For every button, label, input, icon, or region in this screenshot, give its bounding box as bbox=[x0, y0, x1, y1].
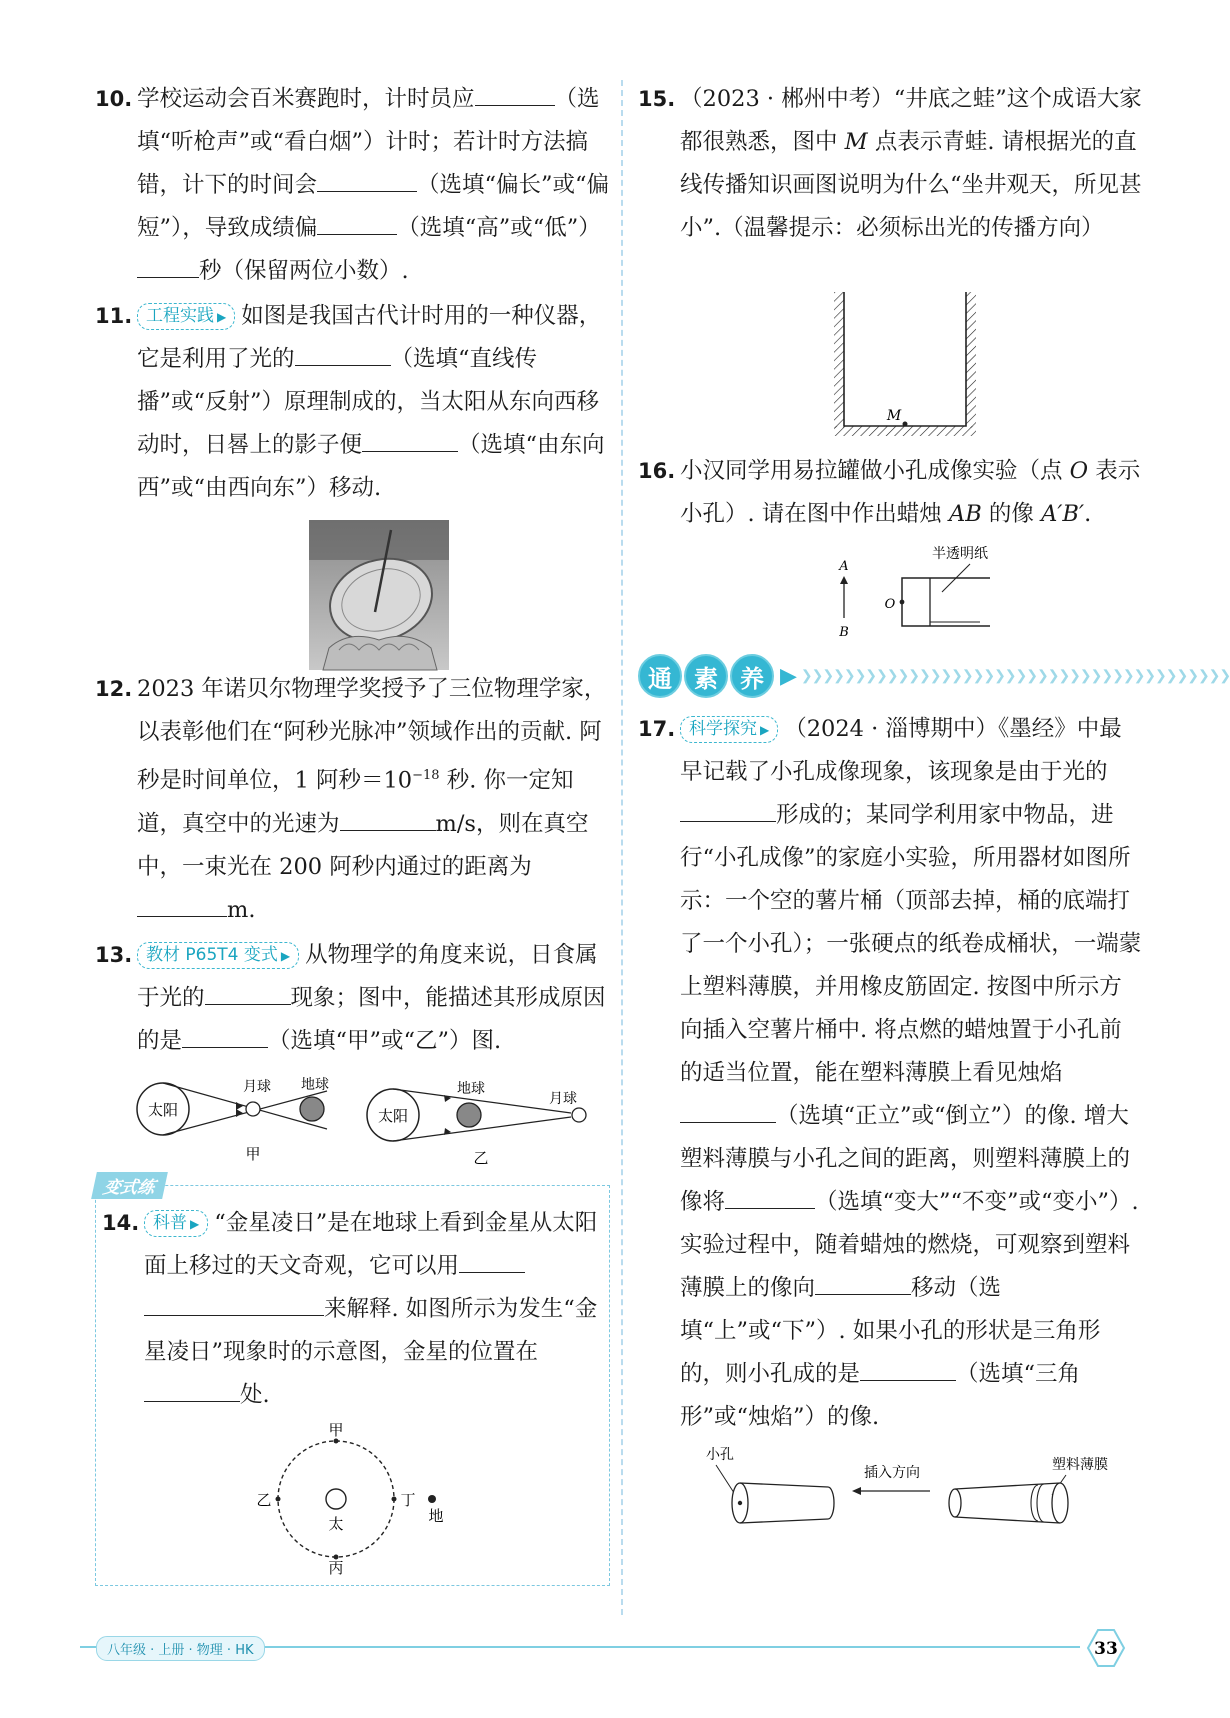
question-text: 处. bbox=[240, 1381, 270, 1408]
well-diagram bbox=[680, 258, 1143, 448]
question-text: “金星凌日”是在地球上看到金星从太阳面上移过的天文奇观，它可以用 bbox=[144, 1209, 598, 1279]
question-text: （选填“甲”或“乙”）图. bbox=[268, 1027, 502, 1054]
diagram-yi bbox=[367, 1080, 586, 1167]
point-o: O bbox=[1069, 458, 1089, 484]
insert-direction-label: 插入方向 bbox=[864, 1465, 920, 1481]
question-number: 14. bbox=[102, 1210, 140, 1235]
category-tag: 科普 ▶ bbox=[144, 1210, 208, 1237]
earth-label: 地球 bbox=[457, 1080, 485, 1097]
answer-blank[interactable] bbox=[475, 83, 555, 106]
answer-blank[interactable] bbox=[317, 212, 397, 235]
question-number: 12. bbox=[95, 677, 133, 701]
question-text: （选填“高”或“低”） bbox=[397, 215, 601, 241]
question-text: （2024 · 淄博期中）《墨经》中最早记载了小孔成像现象，该现象是由于光的 bbox=[680, 716, 1122, 785]
answer-blank[interactable] bbox=[295, 343, 391, 366]
question-text: 点表示青蛙. 请根据光的直线传播知识画图说明为什么“坐井观天，所见甚小”.（温馨提示：必须标出光的传播方向） bbox=[680, 129, 1142, 241]
pinhole bbox=[900, 600, 905, 605]
question-text: （选填“变大”“不变”或“变小”）. 实验过程中，随着蜡烛的燃烧，可观察到塑料薄膜上的像向 bbox=[680, 1189, 1139, 1301]
can-outline bbox=[902, 578, 990, 626]
question-text: . bbox=[1084, 501, 1092, 527]
answer-blank[interactable] bbox=[680, 1100, 776, 1123]
paper-label: 半透明纸 bbox=[932, 546, 988, 562]
position-bing: 丙 bbox=[328, 1558, 344, 1577]
question-number: 11. bbox=[95, 304, 133, 328]
question-number: 13. bbox=[95, 942, 133, 967]
position-jia: 甲 bbox=[328, 1420, 344, 1439]
moon-label: 月球 bbox=[549, 1090, 577, 1107]
caption-yi: 乙 bbox=[473, 1148, 489, 1167]
point-m-label: M bbox=[886, 408, 902, 424]
sundial-photo bbox=[137, 516, 610, 666]
image-ab: A′B′ bbox=[1041, 501, 1085, 527]
eclipse-diagram bbox=[137, 1071, 610, 1171]
question-text: （2023 · 郴州中考）“井底之蛙”这个成语大家都很熟悉，图中 bbox=[680, 86, 1142, 155]
question-12 bbox=[95, 668, 610, 932]
section-char: 养 bbox=[730, 654, 774, 698]
point-m: M bbox=[844, 129, 868, 155]
question-text: 2023 年诺贝尔物理学奖授予了三位物理学家，以表彰他们在“阿秒光脉冲”领域作出的贡献. 阿秒是时间单位，1 阿秒＝10 bbox=[137, 676, 607, 794]
question-text: 从物理学的角度来说，日食属于光的 bbox=[137, 941, 598, 1011]
sun-label: 太阳 bbox=[147, 1100, 179, 1119]
answer-blank[interactable] bbox=[680, 799, 776, 822]
answer-blank[interactable] bbox=[182, 1025, 268, 1048]
answer-blank[interactable] bbox=[317, 169, 417, 192]
question-16 bbox=[638, 450, 1143, 642]
question-text: 表示小孔）. 请在图中作出蜡烛 bbox=[680, 458, 1141, 527]
left-column bbox=[95, 78, 610, 1586]
sun-circle bbox=[326, 1489, 346, 1509]
section-char: 通 bbox=[638, 654, 682, 698]
page-number-badge bbox=[1086, 1628, 1126, 1668]
answer-blank[interactable] bbox=[459, 1250, 525, 1273]
film-label: 塑料薄膜 bbox=[1052, 1457, 1108, 1473]
column-divider bbox=[621, 80, 623, 1615]
question-text: （选填“三角形”或“烛焰”）的像. bbox=[680, 1361, 1081, 1430]
caption-jia: 甲 bbox=[245, 1144, 261, 1163]
category-tag: 教材 P65T4 变式 ▶ bbox=[137, 942, 299, 969]
section-char: 素 bbox=[684, 654, 728, 698]
question-text: 秒（保留两位小数）. bbox=[199, 258, 409, 284]
answer-blank[interactable] bbox=[725, 1186, 815, 1209]
moon-circle bbox=[246, 1102, 260, 1116]
moon-label: 月球 bbox=[243, 1078, 271, 1095]
question-13 bbox=[95, 934, 610, 1171]
question-number: 10. bbox=[95, 87, 133, 111]
answer-blank[interactable] bbox=[362, 429, 458, 452]
question-text: （选填“直线传播”或“反射”）原理制成的，当太阳从东向西移动时，日晷上的影子便 bbox=[137, 346, 600, 458]
answer-blank[interactable] bbox=[144, 1293, 324, 1316]
position-yi: 乙 bbox=[256, 1490, 272, 1509]
point-b: B bbox=[839, 625, 849, 640]
answer-blank[interactable] bbox=[137, 255, 199, 278]
section-arrow-icon: ▶ bbox=[780, 663, 797, 689]
question-number: 16. bbox=[638, 459, 676, 483]
arrow-left-icon bbox=[852, 1487, 861, 1495]
sun-label: 太阳 bbox=[377, 1106, 409, 1125]
earth-circle bbox=[457, 1103, 481, 1127]
book-label: 八年级 · 上册 · 物理 · HK bbox=[96, 1636, 265, 1661]
earth-circle bbox=[300, 1097, 324, 1121]
position-ding: 丁 bbox=[400, 1490, 416, 1509]
point-a: A bbox=[839, 559, 849, 574]
variant-practice-title: 变式练 bbox=[91, 1172, 168, 1199]
question-text: （选填“由东向西”或“由西向东”）移动. bbox=[137, 432, 605, 501]
question-text: 学校运动会百米赛跑时，计时员应 bbox=[137, 86, 475, 112]
sun-label: 太 bbox=[328, 1514, 344, 1533]
category-tag: 科学探究 ▶ bbox=[680, 716, 778, 743]
variant-practice-box bbox=[95, 1177, 610, 1586]
question-text: （选填“偏长”或“偏短”），导致成绩偏 bbox=[137, 172, 610, 241]
question-text: m. bbox=[227, 896, 256, 923]
question-text: 形成的；某同学利用家中物品，进行“小孔成像”的家庭小实验，所用器材如图所示：一个空的薯片桶（顶部去掉，桶的底端打了一个小孔）；一张硬点的纸卷成桶状，一端蒙上塑料薄膜，并用橡皮筋固定. 按图中所示方向插入空薯片桶中. 将点燃的蜡烛置于小孔前的适当位置，能在塑料薄膜上看见烛焰 bbox=[680, 802, 1142, 1086]
question-text: 的像 bbox=[981, 501, 1042, 527]
answer-blank[interactable] bbox=[860, 1358, 956, 1381]
question-17 bbox=[638, 708, 1143, 1543]
frog-point bbox=[903, 422, 908, 427]
question-number: 17. bbox=[638, 717, 676, 741]
earth-label: 地球 bbox=[301, 1076, 329, 1093]
question-text: 如图是我国古代计时用的一种仪器，它是利用了光的 bbox=[137, 303, 602, 372]
question-number: 15. bbox=[638, 87, 676, 111]
question-text: （选填“听枪声”或“看白烟”）计时；若计时方法搞错，计下的时间会 bbox=[137, 86, 600, 198]
question-14 bbox=[102, 1202, 603, 1577]
question-text: 现象；图中，能描述其形成原因的是 bbox=[137, 984, 606, 1054]
question-text: 移动（选填“上”或“下”）. 如果小孔的形状是三角形的，则小孔成的是 bbox=[680, 1275, 1101, 1387]
category-tag: 工程实践 ▶ bbox=[137, 303, 235, 330]
page-footer bbox=[0, 1628, 1224, 1668]
question-15 bbox=[638, 78, 1143, 448]
question-text: 小汉同学用易拉罐做小孔成像实验（点 bbox=[680, 458, 1070, 484]
right-column bbox=[638, 78, 1230, 1545]
question-text: m/s，则在真空中，一束光在 200 阿秒内通过的距离为 bbox=[137, 810, 589, 880]
candle-ab: AB bbox=[948, 501, 982, 527]
pinhole-can-diagram bbox=[680, 542, 1143, 642]
question-text: 来解释. 如图所示为发生“金星凌日”现象时的示意图，金星的位置在 bbox=[144, 1295, 598, 1365]
answer-blank[interactable] bbox=[815, 1272, 911, 1295]
point-o-label: O bbox=[884, 597, 896, 612]
question-text: （选填“正立”或“倒立”）的像. 增大塑料薄膜与小孔之间的距离，则塑料薄膜上的像将 bbox=[680, 1103, 1131, 1215]
page-number: 33 bbox=[1094, 1639, 1118, 1659]
earth-dot bbox=[428, 1495, 436, 1503]
pinhole-experiment-diagram bbox=[680, 1443, 1143, 1543]
chevron-decoration-icon: ❯❯❯❯❯❯❯❯❯❯❯❯❯❯❯❯❯❯❯❯❯❯❯❯❯❯❯❯❯❯❯❯❯❯❯❯❯❯❯❯ bbox=[800, 668, 1230, 684]
answer-blank[interactable] bbox=[205, 982, 291, 1005]
answer-blank[interactable] bbox=[144, 1379, 240, 1402]
core-literacy-header bbox=[638, 654, 1230, 698]
exponent: −18 bbox=[412, 768, 440, 783]
venus-transit-diagram bbox=[144, 1420, 603, 1577]
answer-blank[interactable] bbox=[340, 808, 436, 831]
hole-label: 小孔 bbox=[706, 1447, 734, 1463]
earth-label: 地 bbox=[428, 1506, 444, 1525]
moon-circle bbox=[572, 1108, 586, 1122]
question-text: 秒. 你一定知道，真空中的光速为 bbox=[137, 767, 574, 837]
answer-blank[interactable] bbox=[137, 894, 227, 917]
diagram-jia bbox=[137, 1076, 329, 1163]
question-11 bbox=[95, 295, 610, 666]
question-10 bbox=[95, 78, 610, 293]
